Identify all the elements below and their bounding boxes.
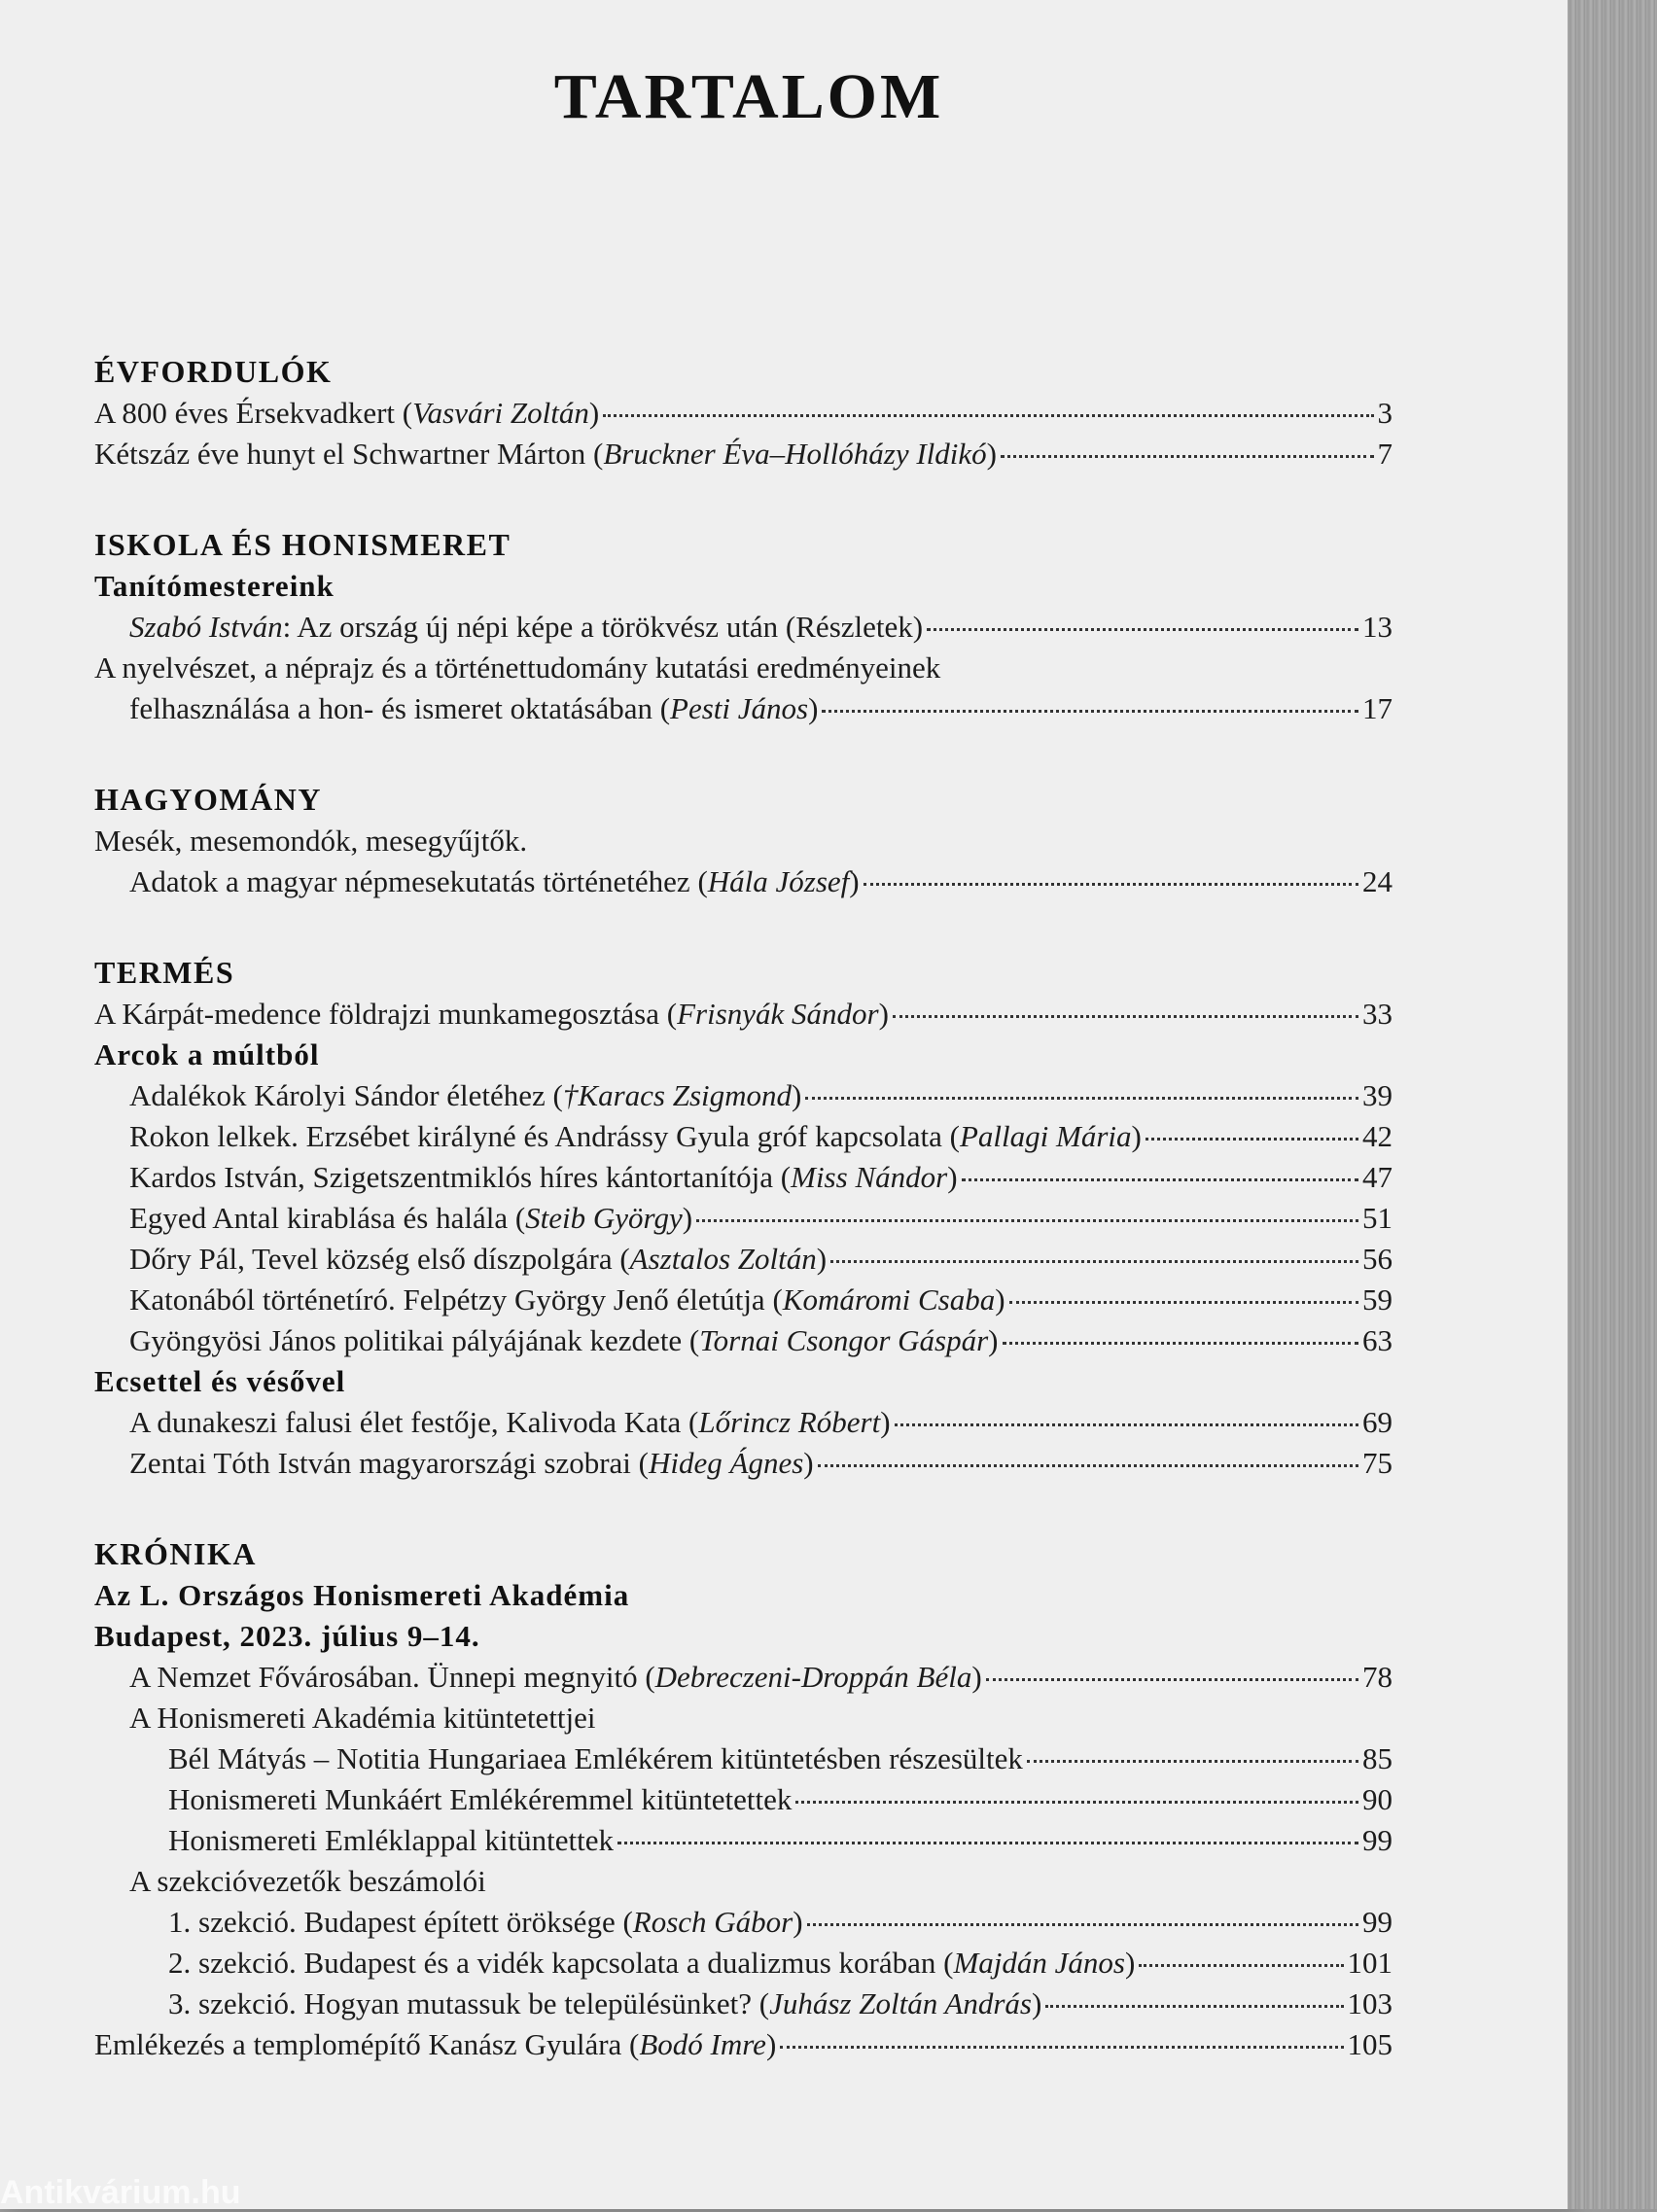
toc-entry <box>94 1902 1393 1943</box>
toc-entry <box>94 1402 1393 1443</box>
section-heading: ÉVFORDULÓK <box>94 354 333 389</box>
toc-entry <box>94 688 1393 729</box>
dot-leader <box>1045 2005 1343 2008</box>
entry-author: Frisnyák Sándor <box>677 997 879 1031</box>
dot-leader <box>603 414 1373 417</box>
dot-leader <box>893 1015 1358 1018</box>
toc-entry <box>94 1984 1393 2024</box>
entry-title <box>168 1779 792 1820</box>
page-number: 101 <box>1347 1946 1393 1980</box>
entry-title-text: Gyöngyösi János politikai pályájának kezdete ( <box>129 1323 700 1357</box>
entry-title <box>129 1198 692 1239</box>
entry-title-text: A dunakeszi falusi élet festője, Kalivoda Kata ( <box>129 1405 699 1439</box>
dot-leader <box>795 1801 1358 1804</box>
entry-author: Lőrincz Róbert <box>698 1405 881 1439</box>
entry-title-text: 1. szekció. Budapest épített öröksége ( <box>168 1905 633 1939</box>
toc-entry <box>94 1320 1393 1361</box>
page-number: 99 <box>1362 1905 1393 1939</box>
entry-close-paren: ) <box>792 1078 802 1112</box>
dot-leader <box>830 1260 1358 1263</box>
dot-leader <box>617 1842 1358 1844</box>
entry-author: Vasvári Zoltán <box>412 396 589 430</box>
entry-author: Juhász Zoltán András <box>769 1986 1032 2020</box>
page-number: 17 <box>1362 691 1393 725</box>
entry-title <box>129 1075 801 1116</box>
toc-entry <box>94 2024 1393 2065</box>
page-number: 69 <box>1362 1405 1393 1439</box>
dot-leader <box>696 1219 1358 1222</box>
entry-title <box>168 1943 1135 1984</box>
subsection-heading: Az L. Országos Honismereti Akadémia <box>94 1578 630 1612</box>
page-number: 103 <box>1347 1986 1393 2020</box>
section-heading: KRÓNIKA <box>94 1536 257 1571</box>
page-number: 47 <box>1362 1160 1393 1194</box>
entry-title <box>129 1239 827 1280</box>
entry-title-text: A Nemzet Fővárosában. Ünnepi megnyitó ( <box>129 1660 655 1694</box>
entry-author: †Karacs Zsigmond <box>562 1078 793 1112</box>
entry-title-text: : Az ország új népi képe a törökvész után (Részletek) <box>282 610 924 644</box>
entry-title <box>129 607 923 648</box>
entry-title <box>129 1280 1005 1320</box>
section-heading: HAGYOMÁNY <box>94 782 322 817</box>
entry-title <box>129 861 860 902</box>
entry-author: Steib György <box>525 1201 683 1235</box>
entry-close-paren: ) <box>588 396 600 430</box>
page-number: 42 <box>1362 1119 1393 1153</box>
entry-close-paren: ) <box>988 1323 999 1357</box>
entry-title-text: Adatok a magyar népmesekutatás történetéhez ( <box>129 864 708 898</box>
toc-entry <box>94 1738 1393 1779</box>
entry-close-paren: ) <box>1131 1119 1142 1153</box>
entry-author: Debreczeni-Droppán Béla <box>654 1660 972 1694</box>
entry-close-paren: ) <box>816 1242 828 1276</box>
entry-author: Szabó István <box>129 610 283 644</box>
section-heading: TERMÉS <box>94 955 235 990</box>
entry-author: Pesti János <box>670 691 809 725</box>
entry-title <box>94 434 997 474</box>
page-number: 75 <box>1362 1446 1393 1480</box>
entry-title-text: Honismereti Munkáért Emlékéremmel kitüntetettek <box>168 1782 793 1816</box>
entry-title-text: Kétszáz éve hunyt el Schwartner Márton ( <box>94 437 604 471</box>
entry-title <box>129 1443 814 1484</box>
page-number: 3 <box>1377 396 1393 430</box>
section-heading: ISKOLA ÉS HONISMERET <box>94 527 511 562</box>
entry-title-text: Kardos István, Szigetszentmiklós híres kántortanítója ( <box>129 1160 792 1194</box>
entry-title-text: Katonából történetíró. Felpétzy György Jenő életútja ( <box>129 1282 783 1317</box>
page-number: 33 <box>1362 997 1393 1031</box>
entry-title <box>94 2024 776 2065</box>
dot-leader <box>805 1097 1358 1100</box>
entry-close-paren: ) <box>808 691 819 725</box>
toc-entry <box>94 861 1393 902</box>
toc-entry <box>94 607 1393 648</box>
entry-author: Hála József <box>707 864 850 898</box>
entry-close-paren: ) <box>849 864 860 898</box>
page-number: 99 <box>1362 1823 1393 1857</box>
subsection-heading: Tanítómestereink <box>94 569 335 603</box>
toc-section <box>94 350 1393 474</box>
dot-leader <box>1001 455 1374 458</box>
entry-author: Tornai Csongor Gáspár <box>699 1323 989 1357</box>
toc-section <box>94 523 1393 729</box>
entry-title-text: Rokon lelkek. Erzsébet királyné és Andrássy Gyula gróf kapcsolata ( <box>129 1119 960 1153</box>
entry-title <box>129 1116 1142 1157</box>
page-number: 85 <box>1362 1741 1393 1775</box>
page-number: 63 <box>1362 1323 1393 1357</box>
entry-title <box>129 1157 958 1198</box>
toc-entry <box>94 1779 1393 1820</box>
entry-title-text: Honismereti Emléklappal kitüntettek <box>168 1823 614 1857</box>
toc-entry <box>94 1820 1393 1861</box>
page-number: 78 <box>1362 1660 1393 1694</box>
dot-leader <box>986 1678 1358 1681</box>
dot-leader <box>1027 1760 1358 1763</box>
subsection-heading: Arcok a múltból <box>94 1037 320 1071</box>
dot-leader <box>780 2046 1343 2049</box>
page-number: 13 <box>1362 610 1393 644</box>
entry-title-text: 3. szekció. Hogyan mutassuk be településünket? ( <box>168 1986 770 2020</box>
entry-close-paren: ) <box>880 1405 891 1439</box>
toc-text-line: A nyelvészet, a néprajz és a történettudomány kutatási eredményeinek <box>94 650 941 685</box>
entry-author: Bodó Imre <box>639 2027 766 2061</box>
entry-author: Miss Nándor <box>791 1160 948 1194</box>
dot-leader <box>1009 1301 1358 1304</box>
page-number: 51 <box>1362 1201 1393 1235</box>
page-number: 7 <box>1377 437 1393 471</box>
entry-author: Asztalos Zoltán <box>629 1242 817 1276</box>
entry-title-text: A Kárpát-medence földrajzi munkamegosztása ( <box>94 997 678 1031</box>
toc-entry <box>94 994 1393 1035</box>
toc-entry <box>94 1280 1393 1320</box>
toc-entry <box>94 1239 1393 1280</box>
page-number: 59 <box>1362 1282 1393 1317</box>
toc-entry <box>94 1075 1393 1116</box>
page-number: 56 <box>1362 1242 1393 1276</box>
entry-title <box>168 1984 1041 2024</box>
entry-title <box>168 1902 803 1943</box>
entry-close-paren: ) <box>947 1160 958 1194</box>
entry-title <box>129 1657 982 1698</box>
entry-title-text: A 800 éves Érsekvadkert ( <box>94 396 413 430</box>
entry-title <box>94 393 599 434</box>
page-edge <box>1568 0 1657 2209</box>
entry-title-text: Bél Mátyás – Notitia Hungariaea Emlékérem kitüntetésben részesültek <box>168 1741 1023 1775</box>
entry-title-text: Emlékezés a templomépítő Kanász Gyulára ( <box>94 2027 640 2061</box>
dot-leader <box>962 1178 1358 1181</box>
page-number: 105 <box>1347 2027 1393 2061</box>
entry-title <box>94 994 889 1035</box>
page-number: 24 <box>1362 864 1393 898</box>
dot-leader <box>927 628 1358 631</box>
toc-entry <box>94 1198 1393 1239</box>
entry-author: Majdán János <box>953 1946 1125 1980</box>
toc-section <box>94 951 1393 1484</box>
entry-title-text: 2. szekció. Budapest és a vidék kapcsolata a dualizmus korában ( <box>168 1946 954 1980</box>
entry-author: Hideg Ágnes <box>649 1446 804 1480</box>
entry-title-text: Adalékok Károlyi Sándor életéhez ( <box>129 1078 563 1112</box>
page-title: TARTALOM <box>553 61 944 132</box>
page-number: 90 <box>1362 1782 1393 1816</box>
toc-entry <box>94 1657 1393 1698</box>
entry-title-text: felhasználása a hon- és ismeret oktatásában ( <box>129 691 671 725</box>
entry-close-paren: ) <box>971 1660 982 1694</box>
entry-title-text: Zentai Tóth István magyarországi szobrai ( <box>129 1446 649 1480</box>
entry-close-paren: ) <box>878 997 889 1031</box>
entry-close-paren: ) <box>803 1446 814 1480</box>
entry-close-paren: ) <box>986 437 997 471</box>
dot-leader <box>818 1464 1358 1467</box>
toc-text-line: Mesék, mesemondók, mesegyűjtők. <box>94 824 528 858</box>
watermark-text: Antikvárium.hu <box>0 2174 241 2211</box>
entry-author: Rosch Gábor <box>632 1905 793 1939</box>
toc-text-line: A Honismereti Akadémia kitüntetettjei <box>129 1701 596 1735</box>
dot-leader <box>895 1423 1358 1426</box>
entry-title <box>129 1402 891 1443</box>
dot-leader <box>864 883 1358 886</box>
subsection-heading: Budapest, 2023. július 9–14. <box>94 1619 480 1653</box>
entry-title-text: Egyed Antal kirablása és halála ( <box>129 1201 526 1235</box>
entry-title <box>168 1738 1023 1779</box>
dot-leader <box>1139 1964 1343 1967</box>
toc-entry <box>94 1116 1393 1157</box>
toc-section <box>94 1532 1393 2065</box>
entry-author: Bruckner Éva–Hollóházy Ildikó <box>603 437 987 471</box>
entry-close-paren: ) <box>793 1905 803 1939</box>
toc-entry <box>94 393 1393 434</box>
dot-leader <box>822 710 1358 713</box>
toc-entry <box>94 1443 1393 1484</box>
entry-author: Pallagi Mária <box>959 1119 1132 1153</box>
dot-leader <box>1146 1138 1358 1141</box>
toc-section <box>94 778 1393 902</box>
entry-title <box>168 1820 614 1861</box>
toc-entry <box>94 1157 1393 1198</box>
entry-close-paren: ) <box>682 1201 693 1235</box>
entry-close-paren: ) <box>1031 1986 1042 2020</box>
toc-entry <box>94 434 1393 474</box>
page-number: 39 <box>1362 1078 1393 1112</box>
table-of-contents <box>94 350 1393 2114</box>
subsection-heading: Ecsettel és vésővel <box>94 1364 346 1398</box>
dot-leader <box>1003 1342 1359 1345</box>
dot-leader <box>807 1923 1358 1926</box>
entry-title <box>129 1320 999 1361</box>
entry-author: Komáromi Csaba <box>782 1282 996 1317</box>
toc-entry <box>94 1943 1393 1984</box>
entry-close-paren: ) <box>1124 1946 1136 1980</box>
entry-close-paren: ) <box>765 2027 777 2061</box>
toc-text-line: A szekcióvezetők beszámolói <box>129 1864 486 1898</box>
entry-close-paren: ) <box>995 1282 1005 1317</box>
entry-title <box>129 688 818 729</box>
entry-title-text: Dőry Pál, Tevel község első díszpolgára ( <box>129 1242 630 1276</box>
